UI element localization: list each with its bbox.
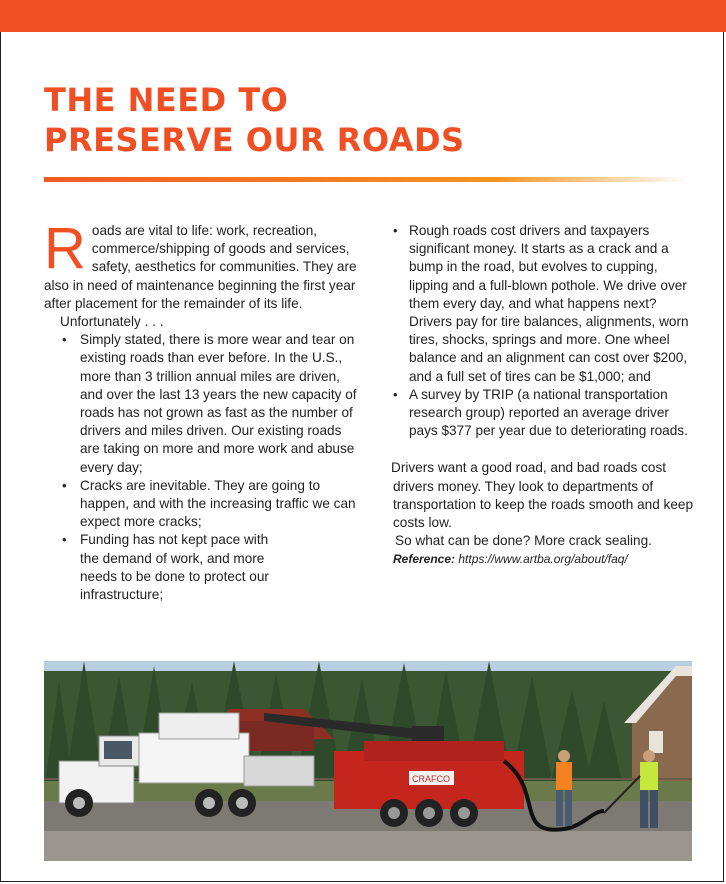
reference-label: Reference: [393, 552, 456, 567]
reference-url[interactable]: https://www.artba.org/about/faq/ [458, 552, 628, 567]
drop-cap: R [44, 216, 86, 281]
reference-line [393, 550, 693, 568]
title-underline [44, 177, 690, 182]
closing-paragraph-2: So what can be done? More crack sealing. [395, 533, 652, 549]
list-item [393, 386, 693, 441]
right-bullet-list [393, 222, 693, 440]
list-item [44, 531, 280, 604]
bullet-text: Rough roads cost drivers and taxpayers significant money. It starts as a crack and a bump in the road, but evolves to cupping, lipping and a full-blown pothole. We drive over them every day, and what happens next? Drivers pay for tire balances, alignments, worn tires, shocks, springs and more. One wheel balance and an alignment can cost over $200, and a full set of tires can be $1,000; and [409, 223, 689, 384]
bullet-icon: • [62, 532, 67, 548]
list-item [44, 477, 364, 532]
bullet-text: Simply stated, there is more wear and tear on existing roads than ever before. In the U.S., more than 3 trillion annual miles are driven, and over the last 13 years the new capacity of roads has not grown as fast as the number of drivers and miles driven. Our existing roads are taking on more and more work and abuse every day; [80, 332, 357, 475]
unfortunately-text: Unfortunately . . . [60, 314, 164, 330]
intro-paragraph [44, 216, 364, 313]
intro-text: oads are vital to life: work, recreation, commerce/shipping of goods and services, safety, aesthetics for communities. They are also in need of maintenance beginning the first year after placement for the remainder of its life. [44, 223, 357, 311]
top-color-bar [0, 0, 726, 32]
title-line-1: THE NEED TO [44, 81, 289, 119]
left-bullet-list [44, 331, 364, 604]
bullet-text: A survey by TRIP (a national transportation research group) reported an average driver pays $377 per year due to deteriorating roads. [409, 386, 688, 439]
spacer [393, 440, 693, 459]
list-item [44, 331, 364, 477]
machine-brand-text: CRAFCO [412, 774, 450, 784]
left-column [44, 216, 364, 604]
bullet-icon: • [62, 477, 67, 493]
bullet-text: Cracks are inevitable. They are going to happen, and with the increasing traffic we can expect more cracks; [80, 477, 356, 530]
bullet-text: Funding has not kept pace with the demand of work, and more needs to be done to protect our infrastructure; [80, 532, 269, 603]
crack-sealing-photo [44, 661, 692, 861]
page-title [44, 80, 465, 160]
photo-illustration [44, 661, 692, 861]
bullet-icon: • [393, 386, 398, 402]
list-item [393, 222, 693, 386]
right-column [393, 222, 693, 569]
bullet-icon: • [62, 332, 67, 348]
closing-paragraph-1: Drivers want a good road, and bad roads cost drivers money. They look to departments of transportation to keep the roads smooth and keep costs low. [391, 460, 694, 531]
title-line-2: PRESERVE OUR ROADS [44, 121, 465, 159]
bullet-icon: • [393, 223, 398, 238]
